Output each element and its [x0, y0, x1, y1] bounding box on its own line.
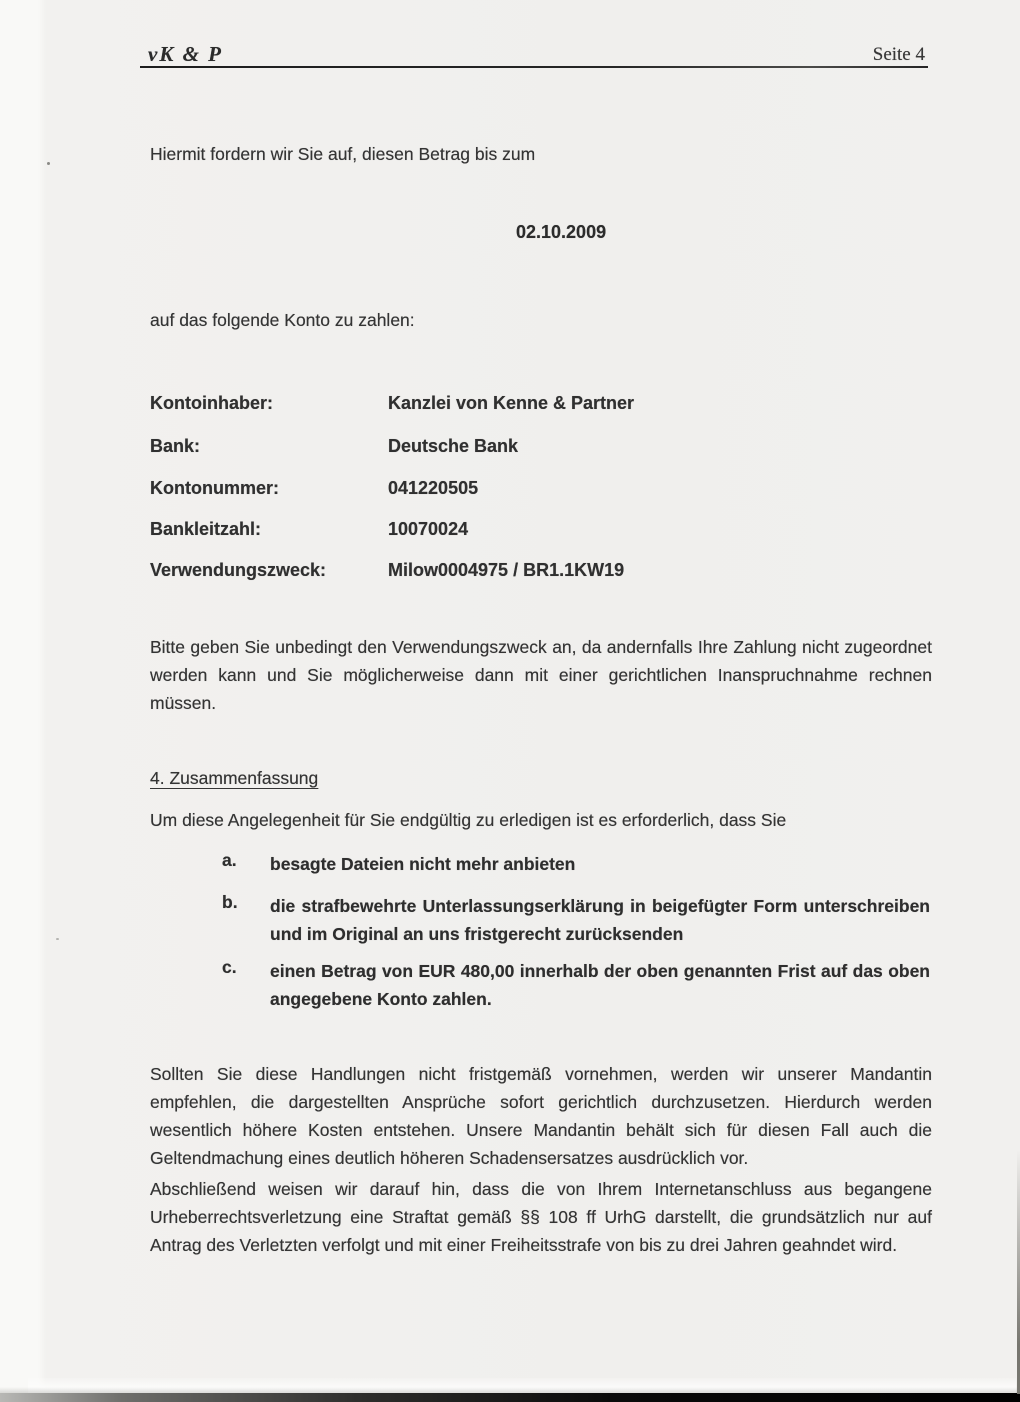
- scan-speck: [47, 162, 50, 165]
- requirement-marker: b.: [222, 892, 238, 912]
- account-value: 10070024: [388, 519, 469, 539]
- account-value: Milow0004975 / BR1.1KW19: [388, 560, 625, 580]
- account-value: Kanzlei von Kenne & Partner: [388, 393, 635, 413]
- section-heading: 4. Zusammenfassung: [150, 768, 319, 788]
- deadline-date: 02.10.2009: [516, 222, 607, 242]
- account-label: Kontoinhaber:: [150, 393, 273, 413]
- account-label: Bankleitzahl:: [150, 519, 262, 539]
- summary-intro: Um diese Angelegenheit für Sie endgültig zu erledigen ist es erforderlich, dass Sie: [150, 810, 787, 830]
- requirement-text: die strafbewehrte Unterlassungserklärung in beigefügter Form unterschreiben und im Original an uns fristgerecht zurücksenden: [270, 896, 930, 944]
- account-row: [150, 519, 932, 543]
- firm-initials: vK & P: [148, 42, 223, 66]
- account-label: Bank:: [150, 436, 201, 456]
- account-row: [150, 393, 932, 417]
- account-row: [150, 436, 932, 460]
- account-label: Kontonummer:: [150, 478, 279, 498]
- account-intro: auf das folgende Konto zu zahlen:: [150, 310, 415, 330]
- account-value: 041220505: [388, 478, 479, 498]
- closing-paragraph: Abschließend weisen wir darauf hin, dass die von Ihrem Internetanschluss aus begangene Urheberrechtsverletzung eine Straftat gemäß §§ 108 ff UrhG darstellt, die grundsätzlich nur auf Antrag des Verletzten verfolgt und mit einer Freiheitsstrafe von bis zu drei Jahren geahndet wird.: [150, 1179, 932, 1255]
- requirement-text: einen Betrag von EUR 480,00 innerhalb der oben genannten Frist auf das oben angegebene Konto zahlen.: [270, 961, 930, 1009]
- requirement-text: besagte Dateien nicht mehr anbieten: [270, 854, 576, 874]
- payment-note: Bitte geben Sie unbedingt den Verwendungszweck an, da andernfalls Ihre Zahlung nicht zugeordnet werden kann und Sie möglicherweise dann mit einer gerichtlichen Inanspruchnahme rechnen müssen.: [150, 637, 932, 713]
- account-row: [150, 560, 932, 584]
- scan-bottom-edge: [0, 1393, 1020, 1402]
- requirement-marker: a.: [222, 850, 237, 870]
- page-number: Seite 4: [872, 44, 925, 65]
- requirement-marker: c.: [222, 957, 237, 977]
- account-label: Verwendungszweck:: [150, 560, 327, 580]
- intro-line: Hiermit fordern wir Sie auf, diesen Betrag bis zum: [150, 144, 536, 164]
- warning-paragraph: Sollten Sie diese Handlungen nicht fristgemäß vornehmen, werden wir unserer Mandantin empfehlen, die dargestellten Ansprüche sofort gerichtlich durchzusetzen. Hierdurch werden wesentlich höhere Kosten entstehen. Unsere Mandantin behält sich für diesen Fall auch die Geltendmachung eines deutlich höheren Schadensersatzes ausdrücklich vor.: [150, 1064, 932, 1168]
- header-rule: [140, 66, 928, 68]
- account-row: [150, 478, 932, 502]
- account-value: Deutsche Bank: [388, 436, 519, 456]
- scan-speck: [56, 938, 59, 940]
